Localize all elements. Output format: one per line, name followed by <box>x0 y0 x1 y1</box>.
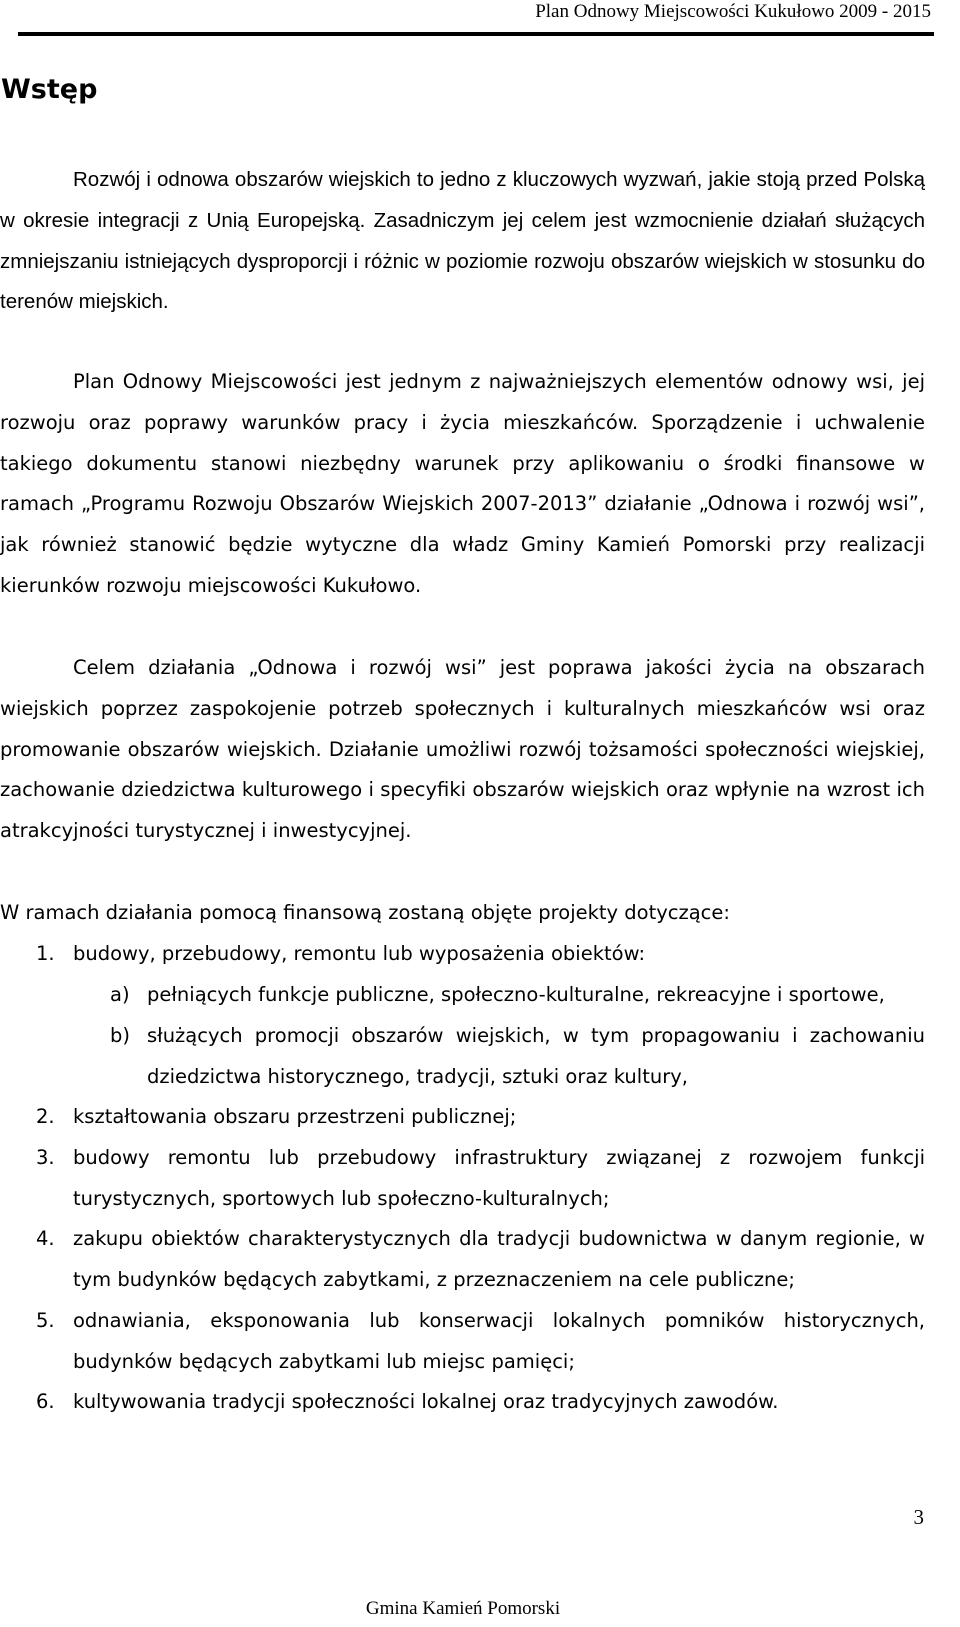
list-item <box>0 1097 925 1138</box>
page-number: 3 <box>913 1505 924 1529</box>
list-item-text: kultywowania tradycji społeczności lokalnej oraz tradycyjnych zawodów. <box>73 1390 779 1413</box>
list-sub-item-text: pełniących funkcje publiczne, społeczno-kulturalne, rekreacyjne i sportowe, <box>147 983 885 1006</box>
list-item-number: 6. <box>36 1390 55 1413</box>
paragraph-1: Rozwój i odnowa obszarów wiejskich to jedno z kluczowych wyzwań, jakie stoją przed Polską w okresie integracji z Unią Europejską. Zasadniczym jej celem jest wzmocnienie działań służących zmniejszaniu istniejących dysproporcji i różnic w poziomie rozwoju obszarów wiejskich w stosunku do terenów miejskich. <box>0 168 925 314</box>
list-item-number: 2. <box>36 1105 55 1128</box>
list-item-text: budowy remontu lub przebudowy infrastruktury związanej z rozwojem funkcji turystycznych, sportowych lub społeczno-kulturalnych; <box>73 1146 925 1210</box>
list-item-text: zakupu obiektów charakterystycznych dla tradycji budownictwa w danym regionie, w tym budynków będących zabytkami, z przeznaczeniem na cele publiczne; <box>73 1227 925 1291</box>
list-item-text: kształtowania obszaru przestrzeni publicznej; <box>73 1105 517 1128</box>
list-item <box>0 1301 925 1383</box>
running-header: Plan Odnowy Miejscowości Kukułowo 2009 - 2015 <box>535 1 931 22</box>
list-sub-item <box>0 1016 925 1098</box>
section-title: Wstęp <box>1 74 98 105</box>
list-item <box>0 1382 925 1423</box>
list-sub-item <box>0 975 925 1016</box>
list-sub-item-letter: a) <box>110 983 130 1006</box>
list-intro: W ramach działania pomocą finansową zostaną objęte projekty dotyczące: <box>0 901 730 924</box>
header-rule <box>18 32 934 36</box>
list-sub-item-letter: b) <box>110 1024 130 1047</box>
list-item-number: 5. <box>36 1309 55 1332</box>
paragraph-2: Plan Odnowy Miejscowości jest jednym z najważniejszych elementów odnowy wsi, jej rozwoju oraz poprawy warunków pracy i życia mieszkańców. Sporządzenie i uchwalenie takiego dokumentu stanowi niezbędny warunek przy aplikowaniu o środki finansowe w ramach „Programu Rozwoju Obszarów Wiejskich 2007-2013” działanie „Odnowa i rozwój wsi”, jak również stanowić będzie wytyczne dla władz Gminy Kamień Pomorski przy realizacji kierunków rozwoju miejscowości Kukułowo. <box>0 370 925 597</box>
list-item-number: 4. <box>36 1227 55 1250</box>
list-item-number: 3. <box>36 1146 55 1169</box>
list-item <box>0 934 925 975</box>
list-item-number: 1. <box>36 942 55 965</box>
list-sub-item-text: służących promocji obszarów wiejskich, w tym propagowaniu i zachowaniu dziedzictwa historycznego, tradycji, sztuki oraz kultury, <box>147 1024 925 1088</box>
page-footer: Gmina Kamień Pomorski <box>365 1598 561 1619</box>
list-item <box>0 1138 925 1220</box>
list-item <box>0 1219 925 1301</box>
list-item-text: budowy, przebudowy, remontu lub wyposażenia obiektów: <box>73 942 646 965</box>
paragraph-3: Celem działania „Odnowa i rozwój wsi” jest poprawa jakości życia na obszarach wiejskich poprzez zaspokojenie potrzeb społecznych i kulturalnych mieszkańców wsi oraz promowanie obszarów wiejskich. Działanie umożliwi rozwój tożsamości społeczności wiejskiej, zachowanie dziedzictwa kulturowego i specyfiki obszarów wiejskich oraz wpłynie na wzrost ich atrakcyjności turystycznej i inwestycyjnej. <box>0 656 925 843</box>
list-item-text: odnawiania, eksponowania lub konserwacji lokalnych pomników historycznych, budynków będących zabytkami lub miejsc pamięci; <box>73 1309 925 1373</box>
